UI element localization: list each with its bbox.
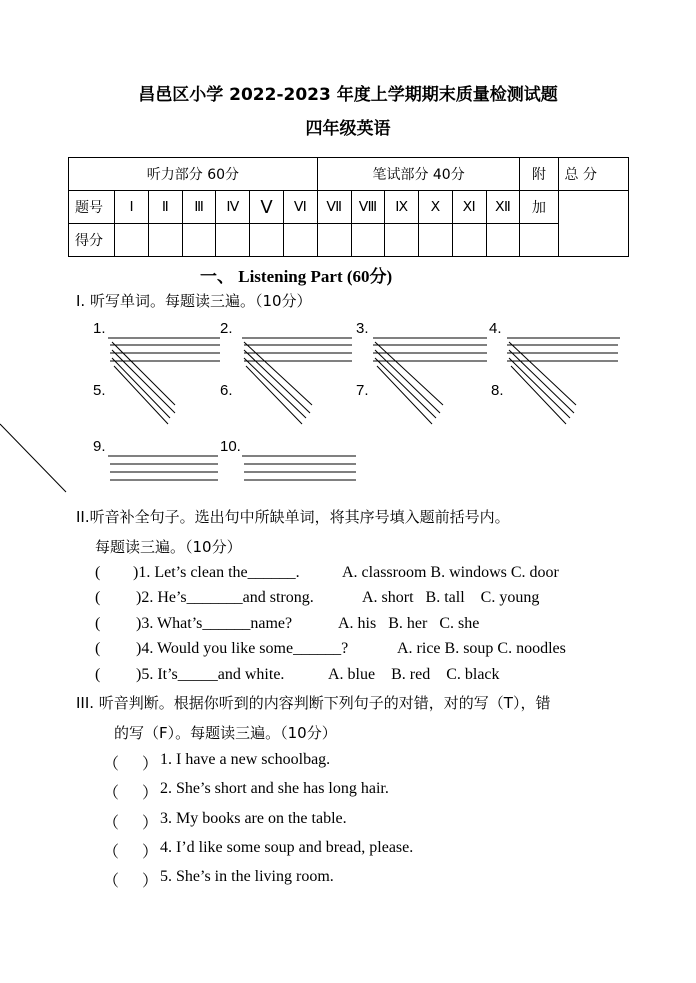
margin-slash <box>0 424 66 492</box>
q2-options: A. short B. tall C. young <box>362 589 540 606</box>
q2-question: )2. He’s_______and strong. <box>136 589 314 606</box>
dictation-number: 5. <box>93 382 106 399</box>
q2-paren: ( <box>95 564 101 581</box>
roman-cell: Ⅱ <box>148 191 182 224</box>
q2-heading-line1: II.听音补全句子。选出句中所缺单词，将其序号填入题前括号内。 <box>76 508 510 526</box>
q2-options: A. classroom B. windows C. door <box>342 564 559 581</box>
q1-heading: I. 听写单词。每题读三遍。（10分） <box>76 292 312 310</box>
dictation-number: 8. <box>491 382 504 399</box>
roman-cell: Ⅲ <box>182 191 216 224</box>
q3-paren-open: （ <box>103 785 120 802</box>
roman-cell: Ⅰ <box>115 191 149 224</box>
roman-cell: Ⅻ <box>486 191 520 224</box>
q2-options: A. blue B. red C. black <box>328 666 500 683</box>
extra-header-b: 加 <box>520 191 558 224</box>
q3-statement: 2. She’s short and she has long hair. <box>160 780 389 797</box>
dictation-number: 1. <box>93 320 106 337</box>
exam-title: 昌邑区小学 2022-2023 年度上学期期末质量检测试题 <box>138 85 558 105</box>
q3-paren-open: （ <box>103 815 120 832</box>
section-title: 一、 Listening Part (60分) <box>200 267 393 286</box>
q2-paren: ( <box>95 666 101 683</box>
exam-subtitle: 四年级英语 <box>305 119 391 139</box>
dictation-number: 2. <box>220 320 233 337</box>
roman-cell: Ⅴ <box>250 191 284 224</box>
q2-paren: ( <box>95 640 101 657</box>
q3-statement: 3. My books are on the table. <box>160 810 347 827</box>
q2-paren: ( <box>95 589 101 606</box>
question-row-label: 题号 <box>69 191 115 224</box>
dictation-number: 7. <box>356 382 369 399</box>
total-header: 总 分 <box>558 158 628 191</box>
roman-cell: Ⅶ <box>317 191 351 224</box>
roman-cell: Ⅺ <box>452 191 486 224</box>
dictation-number: 3. <box>356 320 369 337</box>
writing-header: 笔试部分 40分 <box>317 158 520 191</box>
q3-paren-open: （ <box>103 873 120 890</box>
q2-paren: ( <box>95 615 101 632</box>
listening-header: 听力部分 60分 <box>69 158 318 191</box>
q2-options: A. rice B. soup C. noodles <box>397 640 566 657</box>
q3-paren-open: （ <box>103 756 120 773</box>
score-row-label: 得分 <box>69 224 115 257</box>
q2-question: )4. Would you like some______? <box>136 640 349 657</box>
q2-heading-line2: 每题读三遍。（10分） <box>95 538 242 556</box>
q3-paren-open: （ <box>103 844 120 861</box>
roman-cell: Ⅵ <box>283 191 317 224</box>
roman-cell: Ⅸ <box>385 191 419 224</box>
q3-paren-close: ） <box>142 756 159 773</box>
dictation-number: 9. <box>93 438 106 455</box>
q3-paren-close: ） <box>142 844 159 861</box>
q3-statement: 4. I’d like some soup and bread, please. <box>160 839 414 856</box>
q2-question: )3. What’s______name? <box>136 615 293 632</box>
dictation-number: 6. <box>220 382 233 399</box>
q3-paren-close: ） <box>142 873 159 890</box>
dictation-number: 4. <box>489 320 502 337</box>
q2-question: )5. It’s_____and white. <box>136 666 285 683</box>
q3-statement: 1. I have a new schoolbag. <box>160 751 331 768</box>
q3-paren-close: ） <box>142 815 159 832</box>
q3-paren-close: ） <box>142 785 159 802</box>
roman-cell: Ⅹ <box>419 191 453 224</box>
dictation-number: 10. <box>220 438 241 455</box>
roman-cell: Ⅷ <box>351 191 385 224</box>
roman-cell: Ⅳ <box>216 191 250 224</box>
q3-heading-line2: 的写（F）。每题读三遍。（10分） <box>114 724 337 742</box>
q2-options: A. his B. her C. she <box>338 615 480 632</box>
q2-question: )1. Let’s clean the______. <box>133 564 300 581</box>
q3-heading-line1: III. 听音判断。根据你听到的内容判断下列句子的对错，对的写（T），错 <box>76 694 551 712</box>
extra-header-a: 附 <box>520 158 558 191</box>
q3-statement: 5. She’s in the living room. <box>160 868 334 885</box>
